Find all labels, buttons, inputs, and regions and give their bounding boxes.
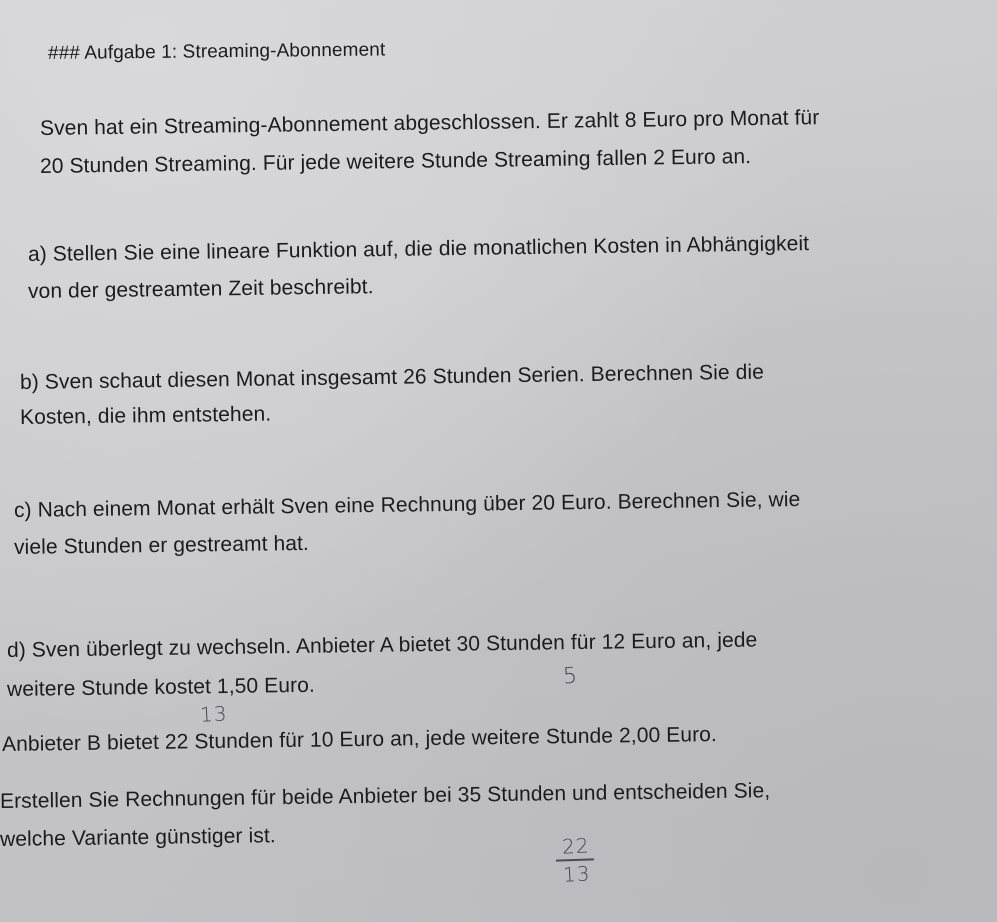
intro-line-1: Sven hat ein Streaming-Abonnement abgeschlossen. Er zahlt 8 Euro pro Monat für	[39, 106, 820, 140]
task-d-line-3: Anbieter B bietet 22 Stunden für 10 Euro an, jede weitere Stunde 2,00 Euro.	[1, 723, 718, 756]
task-a-line-2: von der gestreamten Zeit beschreibt.	[27, 275, 374, 303]
task-d-line-4: Erstellen Sie Rechnungen für beide Anbieter bei 35 Stunden und entscheiden Sie,	[0, 779, 771, 813]
handwritten-fraction-numerator: 22	[561, 833, 591, 859]
task-c-line-2: viele Stunden er gestreamt hat.	[13, 531, 310, 559]
handwritten-note-5: 5	[562, 663, 578, 690]
handwritten-fraction-denominator: 13	[562, 861, 592, 887]
task-c-line-1: c) Nach einem Monat erhält Sven eine Rechnung über 20 Euro. Berechnen Sie, wie	[13, 488, 801, 522]
task-a-line-1: a) Stellen Sie eine lineare Funktion auf, die die monatlichen Kosten in Abhängigkeit	[27, 232, 810, 266]
intro-line-2: 20 Stunden Streaming. Für jede weitere Stunde Streaming fallen 2 Euro an.	[39, 145, 752, 178]
task-b-line-1: b) Sven schaut diesen Monat insgesamt 26 Stunden Serien. Berechnen Sie die	[19, 360, 765, 394]
task-d-line-5: welche Variante günstiger ist.	[0, 824, 276, 851]
task-d-line-1: d) Sven überlegt zu wechseln. Anbieter A bietet 30 Stunden für 12 Euro an, jede	[6, 628, 758, 662]
task-heading: ### Aufgabe 1: Streaming-Abonnement	[47, 39, 386, 64]
task-b-line-2: Kosten, die ihm entstehen.	[19, 402, 272, 429]
handwritten-note-13: 13	[199, 701, 229, 727]
task-d-line-2: weitere Stunde kostet 1,50 Euro.	[6, 673, 316, 701]
